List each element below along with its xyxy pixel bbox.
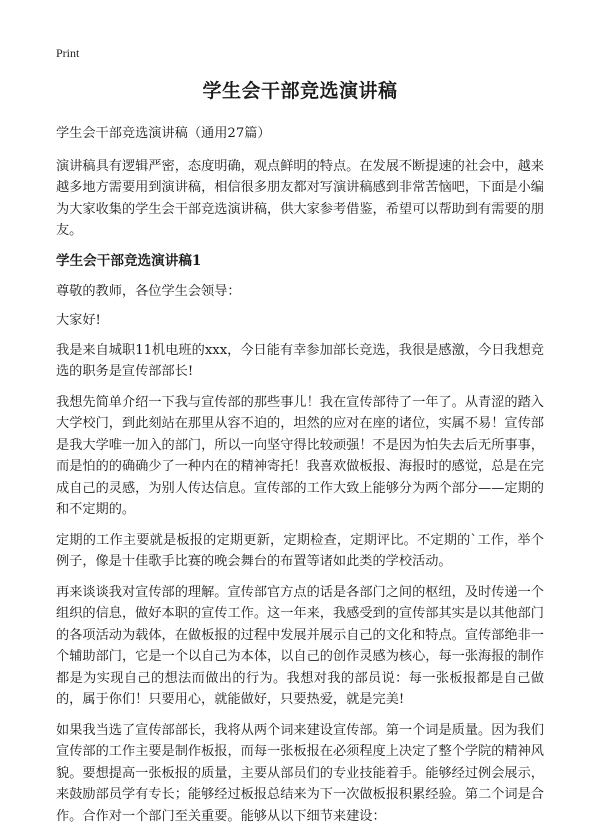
body-paragraph-3: 定期的工作主要就是板报的定期更新，定期检查，定期评比。不定期的`工作，举个例子，像是十佳歌手比赛的晚会舞台的布置等诸如此类的学校活动。 bbox=[56, 532, 544, 569]
body-paragraph-1: 我是来自城职11机电班的xxx，今日能有幸参加部长竞选，我很是感激，今日我想竞选的职务是宣传部部长! bbox=[56, 342, 544, 379]
hello-paragraph: 大家好! bbox=[56, 313, 101, 328]
greeting-paragraph: 尊敬的教师，各位学生会领导： bbox=[56, 283, 241, 299]
intro-paragraph: 演讲稿具有逻辑严密，态度明确，观点鲜明的特点。在发展不断提速的社会中，越来越多地方需要用到演讲稿，相信很多朋友都对写演讲稿感到非常苦恼吧，下面是小编为大家收集的学生会干部竞选演讲稿，供大家参考借鉴，希望可以帮助到有需要的朋友。 bbox=[56, 158, 544, 238]
body-paragraph-2: 我想先简单介绍一下我与宣传部的那些事儿！我在宣传部待了一年了。从青涩的踏入大学校门，到此刻站在那里从容不迫的，坦然的应对在座的诸位，实属不易！宣传部是我大学唯一加入的部门，所以一向坚守得比较顽强！不是因为怕失去后无所事事，而是怕的的确确少了一种内在的精神寄托！我喜欢做板报、海报时的感觉，总是在完成自己的灵感，为别人传达信息。宣传部的工作大致上能够分为两个部分——定期的和不定期的。 bbox=[56, 394, 544, 517]
print-link[interactable]: Print bbox=[56, 46, 80, 60]
body-paragraph-5: 如果我当选了宣传部部长，我将从两个词来建设宣传部。第一个词是质量。因为我们宣传部的工作主要是制作板报，而每一张板报在必须程度上决定了整个学院的精神风貌。要想提高一张板报的质量，主要从部员们的专业技能着手。能够经过例会展示，来鼓励部员学有专长；能够经过板报总结来为下一次做板报积累经验。第二个词是合作。合作对一个部门至关重要。能够从以下细节来建设： bbox=[56, 722, 544, 824]
section-heading: 学生会干部竞选演讲稿1 bbox=[56, 252, 202, 269]
body-paragraph-4: 再来谈谈我对宣传部的理解。宣传部官方点的话是各部门之间的枢纽，及时传递一个组织的信息，做好本职的宣传工作。这一年来，我感受到的宣传部其实是以其他部门的各项活动为载体，在做板报的过程中发展并展示自己的文化和特点。宣传部绝非一个辅助部门，它是一个以自己为本体，以自己的创作灵感为核心，每一张海报的制作都是为实现自己的想法而做出的行为。我想对我的部员说：每一张板报都是自己做的，属于你们！只要用心，就能做好，只要热爱，就是完美! bbox=[56, 584, 544, 707]
document-subtitle: 学生会干部竞选演讲稿（通用27篇） bbox=[56, 126, 271, 141]
page-title: 学生会干部竞选演讲稿 bbox=[202, 80, 398, 102]
